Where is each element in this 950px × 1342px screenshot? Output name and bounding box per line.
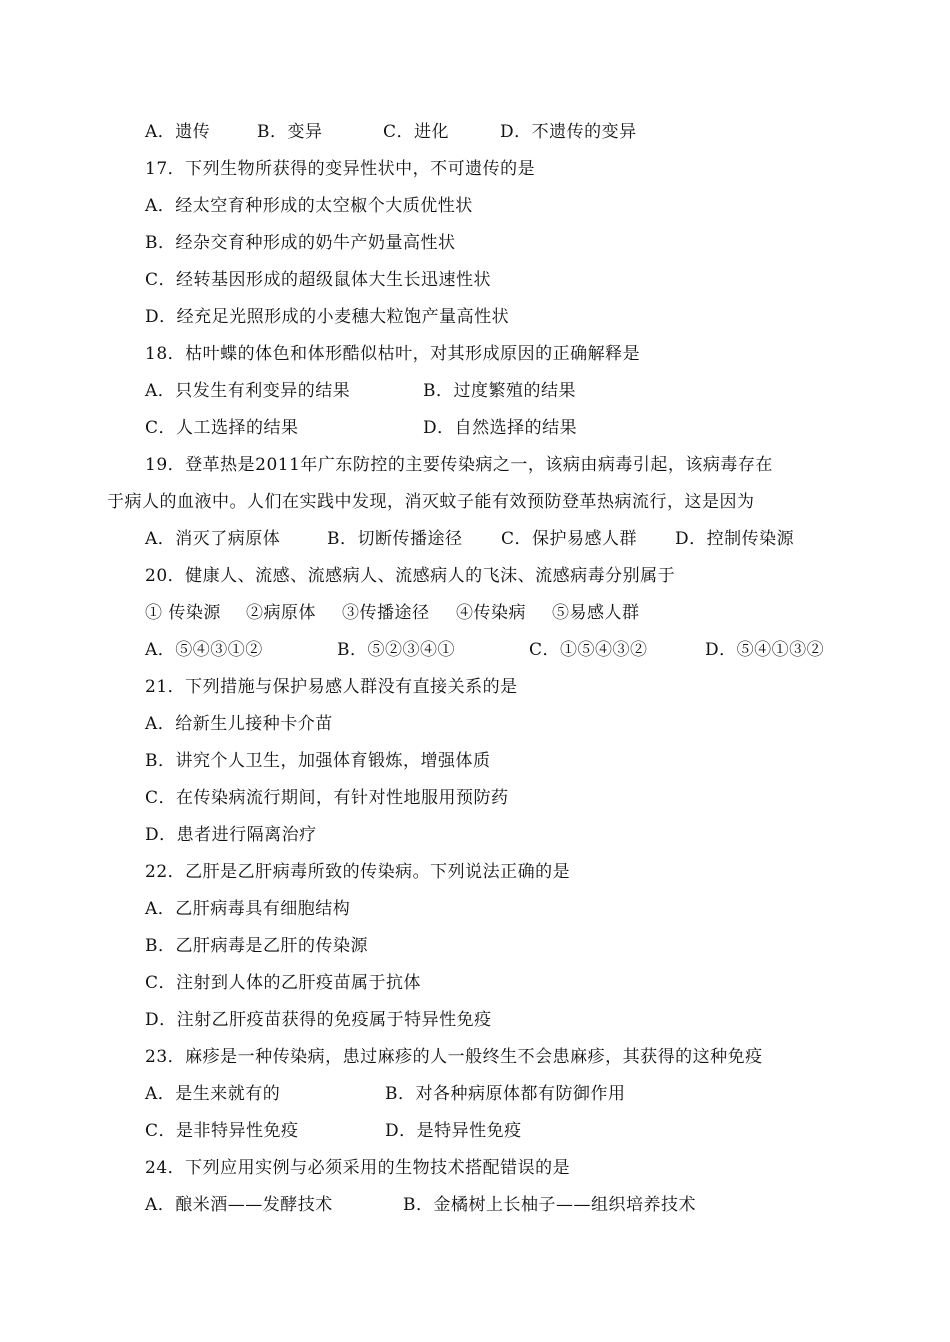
q20-option-b: B．⑤②③④① <box>337 640 455 660</box>
q24-option-a: A．酿米酒——发酵技术 <box>145 1195 333 1215</box>
q20-choice-5: ⑤易感人群 <box>552 603 640 623</box>
q20-choice-1: ① 传染源 <box>145 603 221 623</box>
q19-stem-line-2: 于病人的血液中。人们在实践中发现，消灭蚊子能有效预防登革热病流行，这是因为 <box>107 492 755 512</box>
q20-choice-3: ③传播途径 <box>342 603 430 623</box>
q16-option-c: C．进化 <box>383 122 450 142</box>
q23-option-a: A．是生来就有的 <box>145 1084 281 1104</box>
q17-option-d: D．经充足光照形成的小麦穗大粒饱产量高性状 <box>145 307 510 327</box>
q19-stem-line-1: 19．登革热是2011年广东防控的主要传染病之一，该病由病毒引起，该病毒存在 <box>145 455 773 475</box>
q18-option-d: D．自然选择的结果 <box>423 418 578 438</box>
q19-option-c: C．保护易感人群 <box>501 529 638 549</box>
q20-choice-4: ④传染病 <box>456 603 526 623</box>
q19-option-b: B．切断传播途径 <box>327 529 463 549</box>
q18-option-c: C．人工选择的结果 <box>145 418 299 438</box>
q22-option-d: D．注射乙肝疫苗获得的免疫属于特异性免疫 <box>145 1010 492 1030</box>
q23-option-d: D．是特异性免疫 <box>385 1121 522 1141</box>
q23-option-b: B．对各种病原体都有防御作用 <box>385 1084 626 1104</box>
q24-option-b: B．金橘树上长柚子——组织培养技术 <box>403 1195 696 1215</box>
q20-option-d: D．⑤④①③② <box>705 640 825 660</box>
q21-option-b: B．讲究个人卫生，加强体育锻炼，增强体质 <box>145 751 491 771</box>
q23-option-c: C．是非特异性免疫 <box>145 1121 299 1141</box>
q20-option-c: C．①⑤④③② <box>529 640 648 660</box>
q24-stem: 24．下列应用实例与必须采用的生物技术搭配错误的是 <box>145 1158 571 1178</box>
q20-choice-2: ②病原体 <box>246 603 316 623</box>
q21-stem: 21．下列措施与保护易感人群没有直接关系的是 <box>145 677 518 697</box>
q17-option-c: C．经转基因形成的超级鼠体大生长迅速性状 <box>145 270 492 290</box>
q18-option-a: A．只发生有利变异的结果 <box>145 381 351 401</box>
q18-option-b: B．过度繁殖的结果 <box>423 381 576 401</box>
q19-option-d: D．控制传染源 <box>675 529 795 549</box>
q17-option-a: A．经太空育种形成的太空椒个大质优性状 <box>145 196 473 216</box>
q21-option-a: A．给新生儿接种卡介苗 <box>145 714 333 734</box>
q16-option-b: B．变异 <box>257 122 323 142</box>
q17-option-b: B．经杂交育种形成的奶牛产奶量高性状 <box>145 233 456 253</box>
q21-option-d: D．患者进行隔离治疗 <box>145 825 317 845</box>
q20-option-a: A．⑤④③①② <box>145 640 263 660</box>
q22-stem: 22．乙肝是乙肝病毒所致的传染病。下列说法正确的是 <box>145 862 571 882</box>
q18-stem: 18．枯叶蝶的体色和体形酷似枯叶，对其形成原因的正确解释是 <box>145 344 641 364</box>
q16-option-d: D．不遗传的变异 <box>500 122 637 142</box>
q16-option-a: A．遗传 <box>145 122 211 142</box>
q22-option-b: B．乙肝病毒是乙肝的传染源 <box>145 936 368 956</box>
q20-stem: 20．健康人、流感、流感病人、流感病人的飞沫、流感病毒分别属于 <box>145 566 676 586</box>
q22-option-c: C．注射到人体的乙肝疫苗属于抗体 <box>145 973 422 993</box>
q17-stem: 17．下列生物所获得的变异性状中，不可遗传的是 <box>145 159 536 179</box>
q21-option-c: C．在传染病流行期间，有针对性地服用预防药 <box>145 788 509 808</box>
q23-stem: 23．麻疹是一种传染病，患过麻疹的人一般终生不会患麻疹，其获得的这种免疫 <box>145 1047 763 1067</box>
q19-option-a: A．消灭了病原体 <box>145 529 281 549</box>
q22-option-a: A．乙肝病毒具有细胞结构 <box>145 899 351 919</box>
